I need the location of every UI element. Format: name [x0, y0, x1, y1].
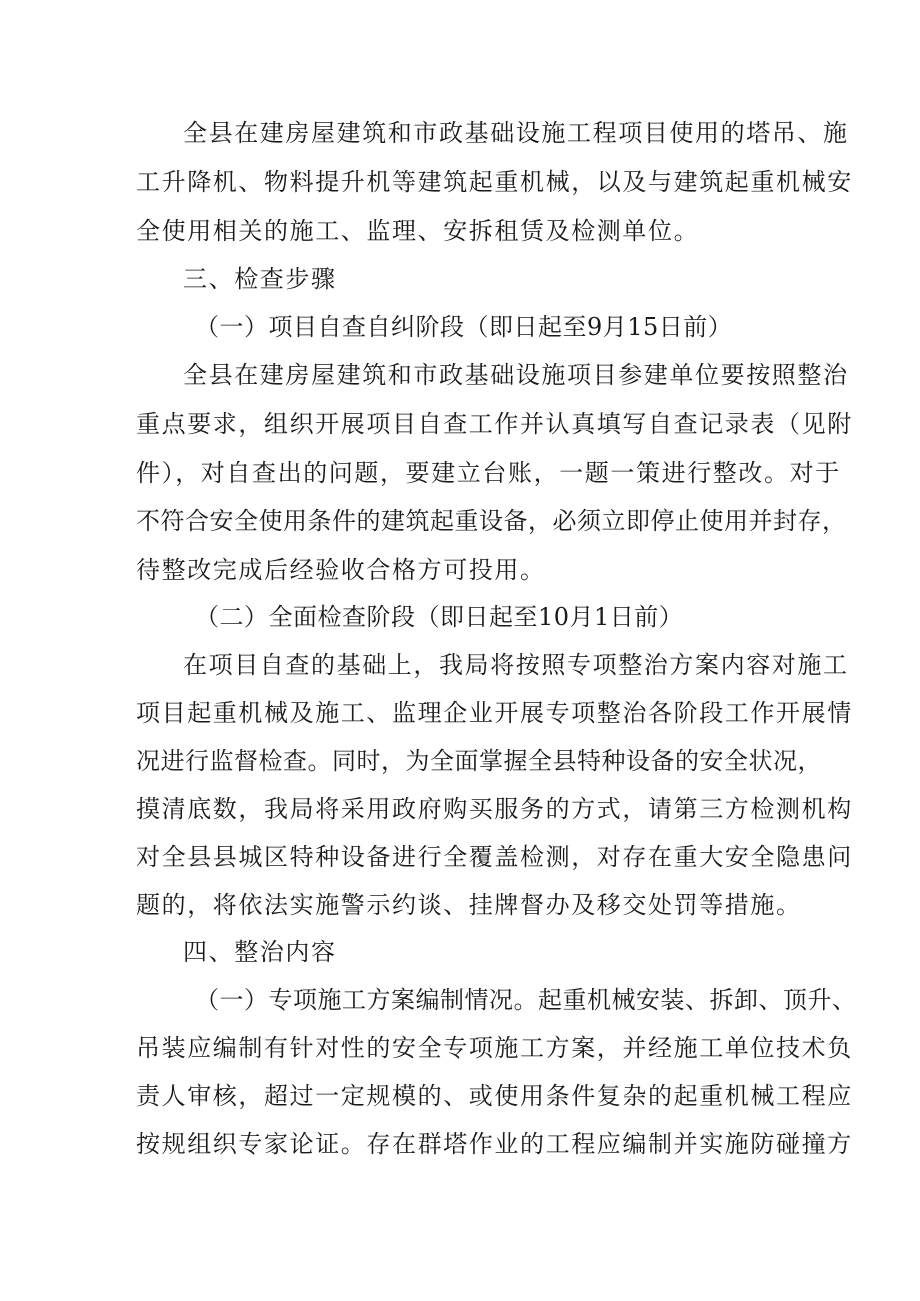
text-line: 吊装应编制有针对性的安全专项施工方案，并经施工单位技术负	[136, 1034, 853, 1062]
text-line: （一）专项施工方案编制情况。起重机械安装、拆卸、顶升、	[195, 986, 857, 1014]
text-line: 重点要求，组织开展项目自查工作并认真填写自查记录表（见附	[136, 410, 853, 438]
text-line: 待整改完成后经验收合格方可投用。	[136, 556, 546, 584]
text-line: 项目起重机械及施工、监理企业开展专项整治各阶段工作开展情	[136, 699, 853, 727]
text-line: 题的，将依法实施警示约谈、挂牌督办及移交处罚等措施。	[136, 891, 802, 919]
text-line: 全使用相关的施工、监理、安拆租赁及检测单位。	[136, 217, 700, 245]
subsection-heading: （一）项目自查自纠阶段（即日起至9月15日前）	[195, 313, 733, 341]
text-line: 责人审核，超过一定规模的、或使用条件复杂的起重机械工程应	[136, 1082, 853, 1110]
section-heading: 三、检查步骤	[183, 265, 337, 293]
text-line: 摸清底数，我局将采用政府购买服务的方式，请第三方检测机构	[136, 795, 853, 823]
text-line: 按规组织专家论证。存在群塔作业的工程应编制并实施防碰撞方	[136, 1130, 853, 1158]
text-line: 不符合安全使用条件的建筑起重设备，必须立即停止使用并封存，	[136, 507, 847, 535]
section-heading: 四、整治内容	[183, 938, 337, 966]
text-line: 况进行监督检查。同时，为全面掌握全县特种设备的安全状况，	[136, 747, 822, 775]
text-line: 在项目自查的基础上，我局将按照专项整治方案内容对施工	[183, 651, 849, 679]
text-line: 全县在建房屋建筑和市政基础设施项目参建单位要按照整治	[183, 361, 849, 389]
text-line: 全县在建房屋建筑和市政基础设施工程项目使用的塔吊、施	[183, 119, 849, 147]
text-line: 件），对自查出的问题，要建立台账，一题一策进行整改。对于	[136, 459, 841, 487]
text-line: 工升降机、物料提升机等建筑起重机械，以及与建筑起重机械安	[136, 168, 853, 196]
subsection-heading: （二）全面检查阶段（即日起至10月1日前）	[195, 603, 684, 631]
text-line: 对全县县城区特种设备进行全覆盖检测，对存在重大安全隐患问	[136, 843, 853, 871]
